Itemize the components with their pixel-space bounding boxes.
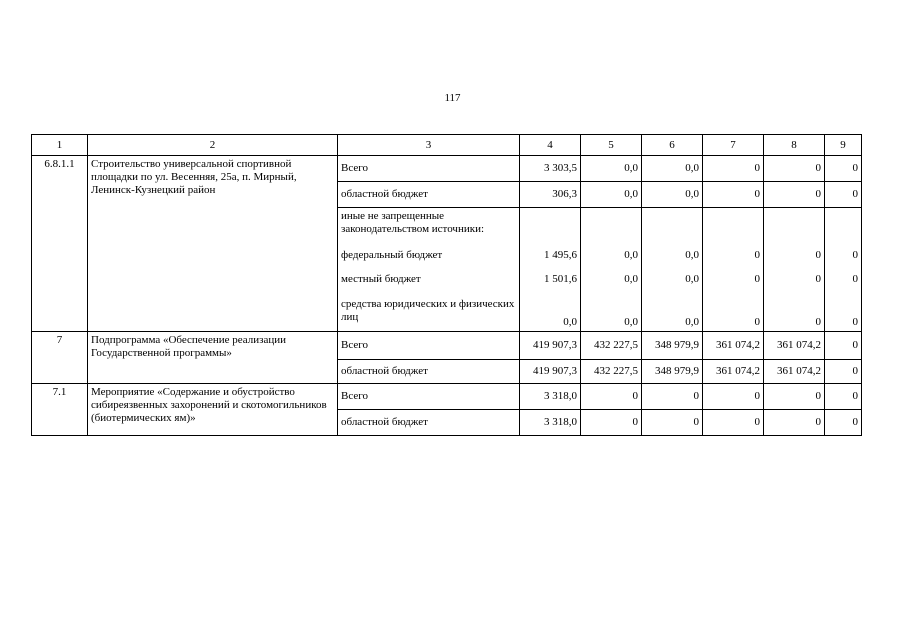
value-cell: 1 501,6 [520,268,581,292]
value-cell: 0 [764,410,825,436]
value-cell: 3 303,5 [520,156,581,182]
budget-table [31,134,862,436]
value-cell: 0 [703,292,764,332]
row-code: 6.8.1.1 [32,156,88,332]
table-row [32,332,862,360]
funding-source: федеральный бюджет [338,244,520,268]
value-cell: 361 074,2 [703,360,764,384]
value-cell: 0 [764,182,825,208]
value-cell: 0,0 [520,292,581,332]
value-cell [642,208,703,244]
row-name: Строительство универсальной спортивной площадки по ул. Весенняя, 25а, п. Мирный, Ленинск-Кузнецкий район [88,156,338,332]
value-cell: 432 227,5 [581,332,642,360]
value-cell: 0,0 [642,244,703,268]
value-cell: 0 [825,384,862,410]
funding-source: Всего [338,156,520,182]
value-cell: 0 [825,182,862,208]
value-cell: 3 318,0 [520,384,581,410]
value-cell [581,208,642,244]
value-cell: 0,0 [642,268,703,292]
value-cell: 361 074,2 [764,332,825,360]
value-cell: 0,0 [581,182,642,208]
value-cell: 0 [581,410,642,436]
header-cell: 4 [520,135,581,156]
value-cell: 0 [642,384,703,410]
value-cell: 306,3 [520,182,581,208]
funding-source: областной бюджет [338,182,520,208]
value-cell: 3 318,0 [520,410,581,436]
value-cell: 419 907,3 [520,332,581,360]
header-cell: 2 [88,135,338,156]
value-cell: 0,0 [642,292,703,332]
value-cell: 0,0 [642,156,703,182]
value-cell: 348 979,9 [642,360,703,384]
value-cell: 361 074,2 [764,360,825,384]
value-cell: 1 495,6 [520,244,581,268]
value-cell: 0 [764,384,825,410]
value-cell: 0 [703,384,764,410]
row-code: 7.1 [32,384,88,436]
funding-source: иные не запрещенные законодательством источники: [338,208,520,244]
value-cell: 0 [825,410,862,436]
value-cell: 0 [825,332,862,360]
value-cell: 0 [825,360,862,384]
value-cell: 0 [764,268,825,292]
header-cell: 5 [581,135,642,156]
value-cell [825,208,862,244]
row-name: Мероприятие «Содержание и обустройство сибиреязвенных захоронений и скотомогильников (биотермических ям)» [88,384,338,436]
funding-source: средства юридических и физических лиц [338,292,520,332]
table-row [32,156,862,182]
value-cell: 0 [764,156,825,182]
header-cell: 6 [642,135,703,156]
value-cell: 0 [642,410,703,436]
value-cell [703,208,764,244]
value-cell: 0 [703,244,764,268]
value-cell: 0 [764,292,825,332]
value-cell: 0,0 [581,292,642,332]
value-cell: 348 979,9 [642,332,703,360]
funding-source: Всего [338,332,520,360]
value-cell: 0 [825,244,862,268]
header-cell: 8 [764,135,825,156]
value-cell: 0 [825,292,862,332]
value-cell [520,208,581,244]
value-cell: 0,0 [581,156,642,182]
value-cell: 0,0 [581,268,642,292]
funding-source: областной бюджет [338,410,520,436]
table-row [32,384,862,410]
header-cell: 3 [338,135,520,156]
value-cell: 419 907,3 [520,360,581,384]
header-cell: 7 [703,135,764,156]
header-cell: 1 [32,135,88,156]
funding-source: Всего [338,384,520,410]
value-cell [764,208,825,244]
row-code: 7 [32,332,88,384]
value-cell: 432 227,5 [581,360,642,384]
value-cell: 0 [825,156,862,182]
value-cell: 0 [703,156,764,182]
funding-source: местный бюджет [338,268,520,292]
value-cell: 0 [764,244,825,268]
value-cell: 361 074,2 [703,332,764,360]
value-cell: 0 [703,268,764,292]
value-cell: 0,0 [581,244,642,268]
page-number: 117 [444,92,461,104]
header-cell: 9 [825,135,862,156]
value-cell: 0 [703,182,764,208]
value-cell: 0 [703,410,764,436]
value-cell: 0,0 [642,182,703,208]
header-row [32,135,862,156]
row-name: Подпрограмма «Обеспечение реализации Государственной программы» [88,332,338,384]
value-cell: 0 [581,384,642,410]
value-cell: 0 [825,268,862,292]
funding-source: областной бюджет [338,360,520,384]
